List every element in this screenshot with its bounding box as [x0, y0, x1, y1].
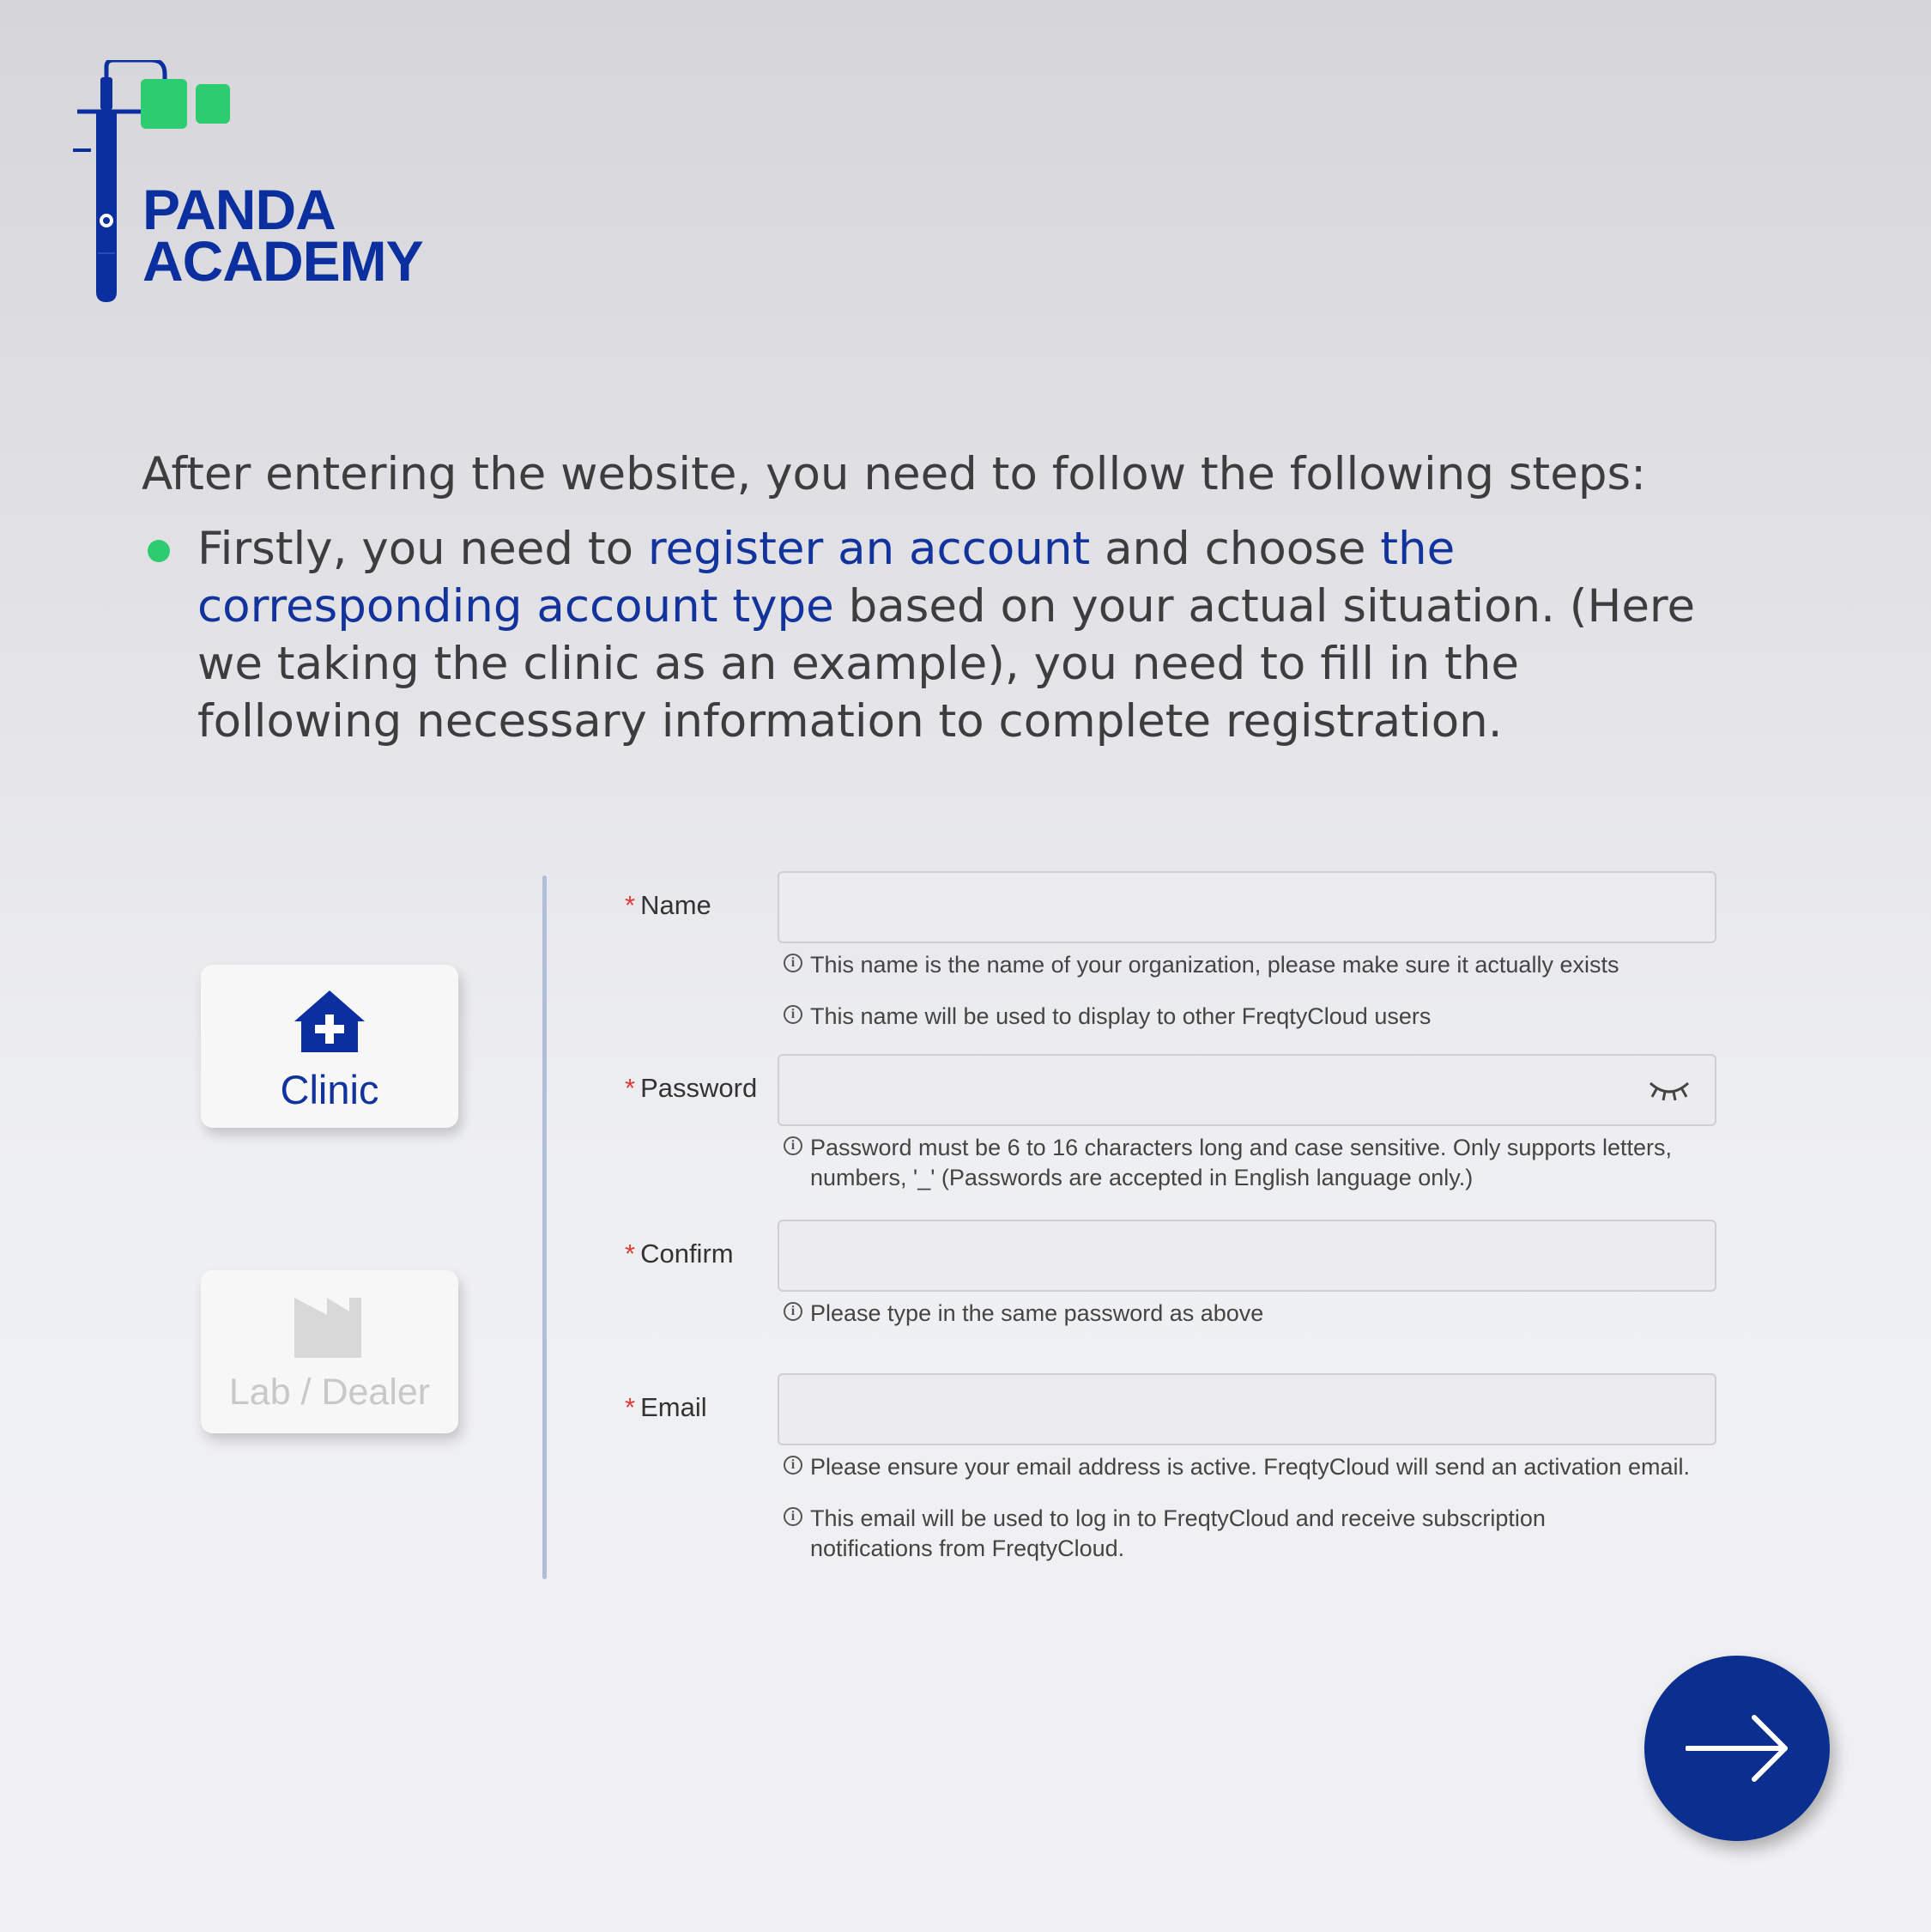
password-label-text: Password: [640, 1073, 758, 1103]
step-text-part: based on your actual situation. (Here we taking the clinic as an example), you need to fill in the following necessary information to complete registration.: [197, 580, 1696, 748]
email-hint-1-text: Please ensure your email address is active. FreqtyCloud will send an activation email.: [810, 1454, 1690, 1480]
factory-icon: [293, 1294, 366, 1360]
password-input[interactable]: [779, 1056, 1715, 1124]
account-type-highlight: the corresponding account type: [197, 523, 1456, 633]
info-icon: i: [784, 1302, 802, 1321]
email-hint-1: [784, 1452, 1789, 1482]
password-hint-1-text: Password must be 6 to 16 characters long and case sensitive. Only supports letters, numbers, '_' (Passwords are accepted in English language only.): [810, 1135, 1672, 1190]
password-label: [625, 1073, 757, 1104]
info-icon: i: [784, 954, 802, 972]
logo-line-1: PANDA: [142, 178, 336, 241]
lab-dealer-label: Lab / Dealer: [228, 1372, 431, 1413]
intro-text: After entering the website, you need to follow the following steps:: [142, 448, 1646, 500]
eye-closed-icon[interactable]: [1648, 1075, 1691, 1105]
arrow-right-icon: [1686, 1714, 1789, 1783]
next-button[interactable]: [1644, 1656, 1830, 1841]
info-icon: i: [784, 1005, 802, 1024]
logo-wordmark: [142, 178, 423, 293]
confirm-label-text: Confirm: [640, 1239, 734, 1269]
name-field-box: [778, 871, 1716, 943]
confirm-field-box: [778, 1220, 1716, 1292]
name-label: [625, 890, 711, 921]
clinic-house-plus-icon: [293, 989, 366, 1054]
info-icon: i: [784, 1507, 802, 1526]
name-hint-2-text: This name will be used to display to other FreqtyCloud users: [810, 1003, 1432, 1029]
name-hint-1: [784, 950, 1754, 980]
register-account-highlight: register an account: [647, 523, 1091, 575]
name-input[interactable]: [779, 873, 1715, 942]
confirm-password-input[interactable]: [779, 1221, 1715, 1290]
email-label-text: Email: [640, 1392, 707, 1422]
required-mark: *: [625, 890, 636, 920]
confirm-hint-1-text: Please type in the same password as above: [810, 1300, 1264, 1326]
logo-line-2: ACADEMY: [142, 229, 423, 293]
step-text: [197, 520, 1734, 750]
email-label: [625, 1392, 707, 1423]
info-icon: i: [784, 1136, 802, 1155]
email-input[interactable]: [779, 1375, 1715, 1444]
password-hint-1: [784, 1133, 1750, 1193]
required-mark: *: [625, 1239, 636, 1269]
step-text-part: Firstly, you need to: [197, 523, 648, 575]
required-mark: *: [625, 1392, 636, 1422]
confirm-label: [625, 1239, 734, 1269]
name-hint-1-text: This name is the name of your organization, please make sure it actually exists: [810, 952, 1619, 978]
email-hint-2-text: This email will be used to log in to FreqtyCloud and receive subscription notifications from FreqtyCloud.: [810, 1505, 1546, 1561]
account-type-lab-dealer[interactable]: [201, 1270, 458, 1433]
required-mark: *: [625, 1073, 636, 1103]
email-hint-2: [784, 1504, 1625, 1564]
clinic-label: Clinic: [280, 1067, 379, 1112]
confirm-hint-1: [784, 1299, 1754, 1329]
name-label-text: Name: [640, 890, 711, 920]
vertical-divider: [542, 875, 547, 1579]
bullet-dot: [148, 540, 170, 562]
email-field-box: [778, 1373, 1716, 1445]
name-hint-2: [784, 1002, 1754, 1032]
account-type-clinic[interactable]: [201, 965, 458, 1128]
password-field-box: [778, 1054, 1716, 1126]
step-text-part: and choose: [1090, 523, 1381, 575]
info-icon: i: [784, 1456, 802, 1475]
